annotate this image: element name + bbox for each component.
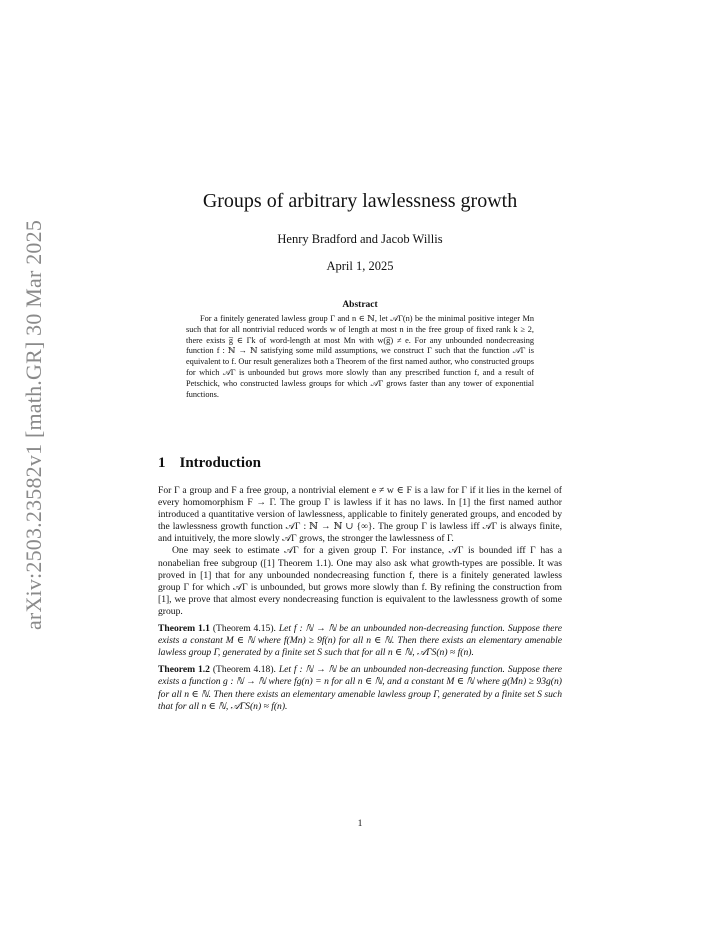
arxiv-sidebar-stamp	[22, 205, 46, 645]
abstract-block	[186, 314, 534, 400]
theorem-label: Theorem 1.1	[158, 623, 210, 635]
theorem-statement: Let f : ℕ → ℕ be an unbounded non-decreasing function. Suppose there exists a function g : ℕ → ℕ where fg(n) = n for all n ∈ ℕ, and a constant M ∈ ℕ where g(Mn) ≥ 93g(n) for all n ∈ ℕ. Then there exists an elementary amenable lawless group Γ, generated by a finite set S such that for all n ∈ ℕ, 𝒜ΓS(n) ≈ f(n).	[158, 664, 563, 712]
page-number: 1	[357, 818, 363, 829]
intro-paragraph-2: One may seek to estimate 𝒜Γ for a given group Γ. For instance, 𝒜Γ is bounded iff Γ has a nonabelian free subgroup ([1] Theorem 1.1). One may also ask what growth-types are possible. It was proved in [1] that for any unbounded nondecreasing function f, there is a finitely generated lawless group Γ for which 𝒜Γ is unbounded, but grows more slowly than f. By refining the construction from [1], we prove that almost every nondecreasing function is equivalent to the lawlessness growth of some group.	[158, 545, 562, 617]
paper-date: April 1, 2025	[326, 259, 394, 273]
intro-paragraph-1: For Γ a group and F a free group, a nontrivial element e ≠ w ∈ F is a law for Γ if it lies in the kernel of every homomorphism F → Γ. The group Γ is lawless if it has no laws. In [1] the first named author introduced a quantitative version of lawlessness, applicable to finitely generated groups, and encoded by the lawlessness growth function 𝒜Γ : ℕ → ℕ ∪ {∞}. The group Γ is lawless iff 𝒜Γ is always finite, and intuitively, the more slowly 𝒜Γ grows, the stronger the lawlessness of Γ.	[158, 485, 562, 545]
section-heading	[158, 453, 261, 473]
abstract-text: For a finitely generated lawless group Γ and n ∈ ℕ, let 𝒜Γ(n) be the minimal positive integer Mn such that for all nontrivial reduced words w of length at most n in the free group of fixed rank k ≥ 2, there exists g̅ ∈ Γk of word-length at most Mn with w(g̅) ≠ e. For any unbounded nondecreasing function f : ℕ → ℕ satisfying some mild assumptions, we construct Γ such that the function 𝒜Γ is equivalent to f. Our result generalizes both a Theorem of the first named author, who constructed groups for which 𝒜Γ is unbounded but grows more slowly than any prescribed function f, and a result of Petschick, who constructed lawless groups for which 𝒜Γ grows faster than any tower of exponential functions.	[186, 314, 534, 399]
arxiv-identifier: arXiv:2503.23582v1 [math.GR] 30 Mar 2025	[21, 219, 46, 631]
abstract-heading: Abstract	[342, 300, 378, 310]
theorem-1-2	[158, 664, 562, 712]
theorem-1-1	[158, 623, 562, 659]
theorem-label: Theorem 1.2	[158, 664, 210, 676]
section-number: 1	[158, 455, 166, 471]
section-title: Introduction	[179, 455, 261, 471]
paper-authors: Henry Bradford and Jacob Willis	[277, 232, 443, 246]
theorem-ref: (Theorem 4.18).	[212, 664, 276, 676]
theorem-statement: Let f : ℕ → ℕ be an unbounded non-decreasing function. Suppose there exists a constant M ∈ ℕ where f(Mn) ≥ 9f(n) for all n ∈ ℕ. Then there exists an elementary amenable lawless group Γ, generated by a finite set S such that for all n ∈ ℕ, 𝒜ΓS(n) ≈ f(n).	[158, 623, 563, 659]
body-text	[158, 485, 562, 713]
paper-title: Groups of arbitrary lawlessness growth	[202, 190, 518, 212]
theorem-ref: (Theorem 4.15).	[212, 623, 276, 635]
